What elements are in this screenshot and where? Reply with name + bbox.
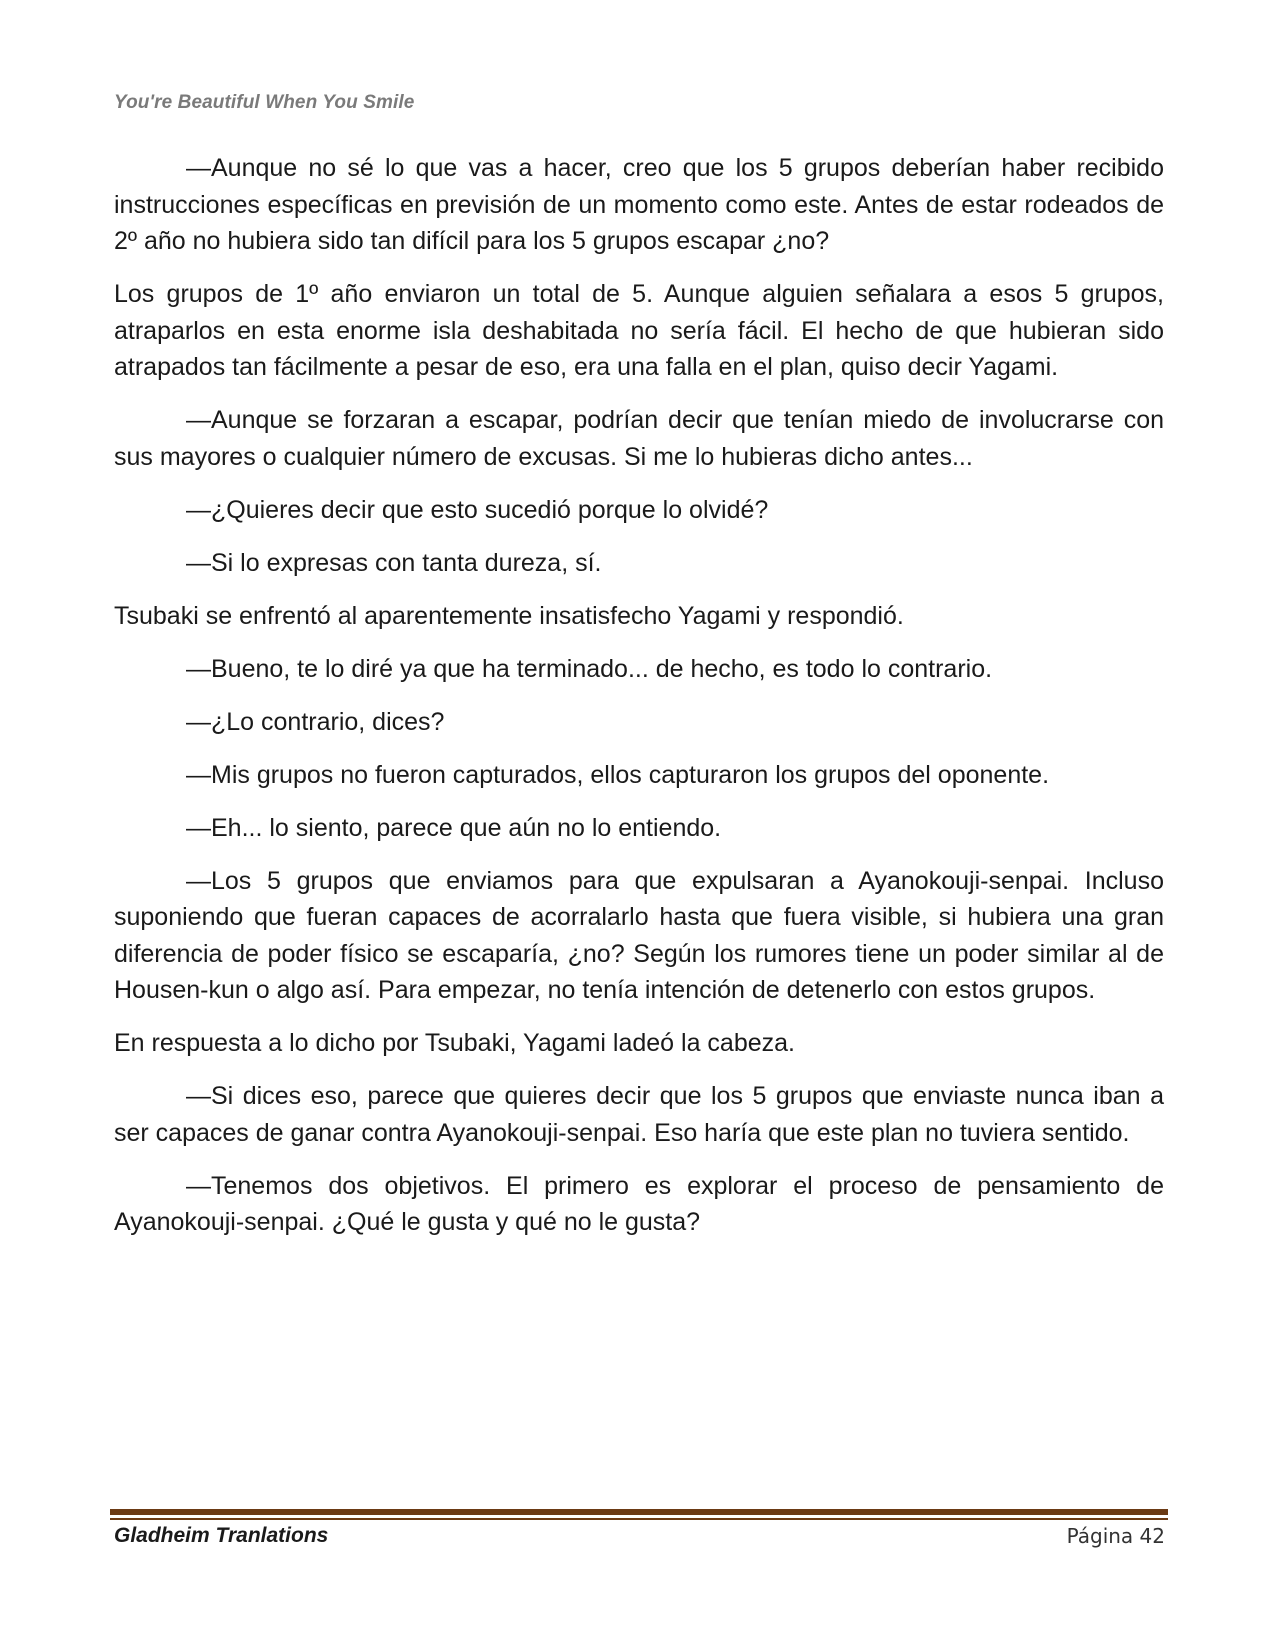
paragraph: —¿Quieres decir que esto sucedió porque lo olvidé? [186,495,769,524]
paragraph: —¿Lo contrario, dices? [186,707,445,736]
paragraph: En respuesta a lo dicho por Tsubaki, Yagami ladeó la cabeza. [114,1029,795,1057]
paragraph: —Tenemos dos objetivos. El primero es explorar el proceso de pensamiento de Ayanokouji-senpai. ¿Qué le gusta y qué no le gusta? [114,1171,1164,1236]
paragraph: Tsubaki se enfrentó al aparentemente insatisfecho Yagami y respondió. [114,601,904,630]
paragraph: —Aunque se forzaran a escapar, podrían decir que tenían miedo de involucrarse con sus mayores o cualquier número de excusas. Si me lo hubieras dicho antes... [114,406,1164,471]
footer-page-info [1067,1524,1165,1548]
paragraph: —Mis grupos no fueron capturados, ellos capturaron los grupos del oponente. [186,760,1050,789]
paragraph: —Los 5 grupos que enviamos para que expulsaran a Ayanokouji-senpai. Incluso suponiendo que fueran capaces de acorralarlo hasta que fuera visible, si hubiera una gran diferencia de poder físico se escaparía, ¿no? Según los rumores tiene un poder similar al de Housen-kun o algo así. Para empezar, no tenía intención de detenerlo con estos grupos. [114,866,1164,1004]
footer-divider-thin [110,1518,1168,1520]
footer-divider [110,1509,1168,1515]
body-text [114,150,1164,1257]
running-header-title: You're Beautiful When You Smile [114,92,415,113]
page-label: Página [1066,1524,1134,1548]
paragraph: —Bueno, te lo diré ya que ha terminado... de hecho, es todo lo contrario. [186,654,993,683]
page-number: 42 [1139,1524,1165,1548]
paragraph: —Si lo expresas con tanta dureza, sí. [186,548,602,577]
paragraph: —Aunque no sé lo que vas a hacer, creo que los 5 grupos deberían haber recibido instrucciones específicas en previsión de un momento como este. Antes de estar rodeados de 2º año no hubiera sido tan difícil para los 5 grupos escapar ¿no? [114,154,1164,255]
footer-translator: Gladheim Tranlations [114,1524,329,1547]
paragraph: —Si dices eso, parece que quieres decir que los 5 grupos que enviaste nunca iban a ser capaces de ganar contra Ayanokouji-senpai. Eso haría que este plan no tuviera sentido. [114,1082,1164,1147]
paragraph: Los grupos de 1º año enviaron un total de 5. Aunque alguien señalara a esos 5 grupos, atraparlos en esta enorme isla deshabitada no sería fácil. El hecho de que hubieran sido atrapados tan fácilmente a pesar de eso, era una falla en el plan, quiso decir Yagami. [114,280,1164,381]
paragraph: —Eh... lo siento, parece que aún no lo entiendo. [186,813,722,842]
